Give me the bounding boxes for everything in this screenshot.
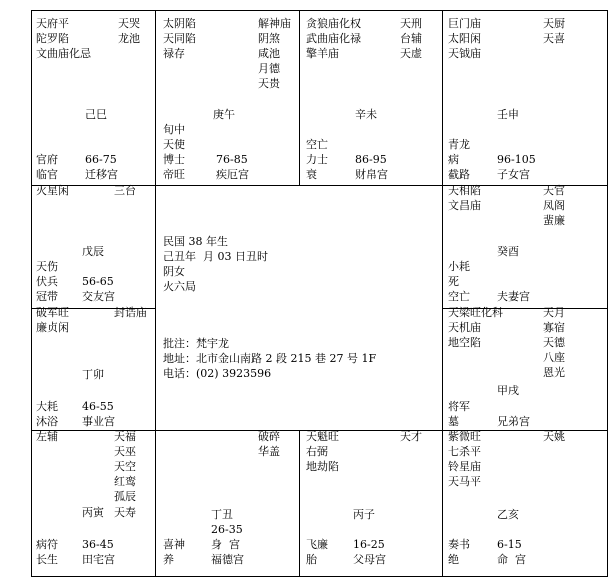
life-stage: 养 — [163, 553, 174, 566]
major-star: 文曲庙化忌 — [36, 47, 91, 60]
spirit: 小耗 — [448, 260, 470, 273]
life-stage: 绝 — [448, 553, 459, 566]
minor-star: 旬中 — [163, 123, 185, 136]
age-range: 56-65 — [82, 275, 114, 288]
major-star: 巨门庙 — [448, 17, 481, 30]
age-range: 6-15 — [497, 538, 522, 551]
palace-name: 事业宫 — [82, 415, 115, 428]
life-stage: 墓 — [448, 415, 459, 428]
age-range: 96-105 — [497, 153, 536, 166]
palace-name: 兄弟宫 — [497, 415, 530, 428]
major-star: 破军旺 — [36, 306, 69, 319]
spirit: 飞廉 — [306, 538, 328, 551]
major-star: 武曲庙化禄 — [306, 32, 361, 45]
age-range: 66-75 — [85, 153, 117, 166]
birth-year: 民国 38 年生 — [163, 235, 228, 248]
palace-branch: 乙亥 — [497, 508, 519, 521]
major-star: 贪狼庙化权 — [306, 17, 361, 30]
minor-star: 天贵 — [258, 77, 280, 90]
life-stage: 冠带 — [36, 290, 58, 303]
minor-star: 寡宿 — [543, 321, 565, 334]
palace-name: 命 宫 — [497, 553, 526, 566]
minor-star: 青龙 — [448, 138, 470, 151]
palace-name: 福德宫 — [211, 553, 244, 566]
minor-star: 三台 — [114, 184, 136, 197]
minor-star: 阴煞 — [258, 32, 280, 45]
palace-branch: 戊辰 — [82, 245, 104, 258]
minor-star: 凤阁 — [543, 199, 565, 212]
minor-star: 天哭 — [118, 17, 140, 30]
palace-branch: 丁丑 — [211, 508, 233, 521]
spirit: 官府 — [36, 153, 58, 166]
palace-branch: 壬申 — [497, 108, 519, 121]
minor-star: 天才 — [400, 430, 422, 443]
element-bureau: 火六局 — [163, 280, 196, 293]
age-range: 46-55 — [82, 400, 114, 413]
minor-star: 天喜 — [543, 32, 565, 45]
spirit: 病符 — [36, 538, 58, 551]
minor-star: 蜚廉 — [543, 214, 565, 227]
palace-branch: 癸酉 — [497, 245, 519, 258]
palace-name: 疾厄宫 — [216, 168, 249, 181]
major-star: 廉贞闲 — [36, 321, 69, 334]
palace-name: 父母宫 — [353, 553, 386, 566]
major-star: 铃星庙 — [448, 460, 481, 473]
spirit: 截路 — [448, 168, 470, 181]
spirit: 将军 — [448, 400, 470, 413]
grid-line — [442, 11, 443, 576]
major-star: 禄存 — [163, 47, 185, 60]
major-star: 地空陷 — [448, 336, 481, 349]
palace-branch: 庚午 — [213, 108, 235, 121]
palace-name: 财帛宫 — [355, 168, 388, 181]
minor-star: 天月 — [543, 306, 565, 319]
palace-branch: 辛未 — [355, 108, 377, 121]
life-stage: 衰 — [306, 168, 317, 181]
minor-star: 天虚 — [400, 47, 422, 60]
grid-line — [155, 11, 156, 576]
major-star: 天梁旺化科 — [448, 306, 503, 319]
phone: 电话：(02) 3923596 — [163, 367, 272, 380]
life-stage: 死 — [448, 275, 459, 288]
major-star: 天马平 — [448, 475, 481, 488]
address: 地址：北市金山南路 2 段 215 巷 27 号 1F — [163, 352, 377, 365]
life-stage: 帝旺 — [163, 168, 185, 181]
major-star: 地劫陷 — [306, 460, 339, 473]
life-stage: 胎 — [306, 553, 317, 566]
grid-line — [299, 430, 300, 576]
minor-star: 天刑 — [400, 17, 422, 30]
minor-star: 破碎 — [258, 430, 280, 443]
minor-star: 空亡 — [306, 138, 328, 151]
spirit: 伏兵 — [36, 275, 58, 288]
life-stage: 病 — [448, 153, 459, 166]
spirit: 喜神 — [163, 538, 185, 551]
age-range: 26-35 — [211, 523, 243, 536]
minor-star: 封诰庙 — [114, 306, 147, 319]
palace-name: 夫妻宫 — [497, 290, 530, 303]
minor-star: 月德 — [258, 62, 280, 75]
palace-name: 子女宫 — [497, 168, 530, 181]
annotator: 批注：梵宇龙 — [163, 337, 229, 350]
major-star: 天府平 — [36, 17, 69, 30]
spirit: 力士 — [306, 153, 328, 166]
age-range: 76-85 — [216, 153, 248, 166]
palace-name: 交友宫 — [82, 290, 115, 303]
minor-star: 天使 — [163, 138, 185, 151]
palace-name: 迁移宫 — [85, 168, 118, 181]
minor-star: 天巫 — [114, 445, 136, 458]
life-stage: 临官 — [36, 168, 58, 181]
major-star: 火星闲 — [36, 184, 69, 197]
birth-date: 己丑年 月 03 日丑时 — [163, 250, 268, 263]
minor-star: 天德 — [543, 336, 565, 349]
major-star: 擎羊庙 — [306, 47, 339, 60]
major-star: 陀罗陷 — [36, 32, 69, 45]
minor-star: 天福 — [114, 430, 136, 443]
age-range: 16-25 — [353, 538, 385, 551]
minor-star: 咸池 — [258, 47, 280, 60]
age-range: 36-45 — [82, 538, 114, 551]
palace-branch: 丁卯 — [82, 368, 104, 381]
major-star: 天魁旺 — [306, 430, 339, 443]
minor-star: 孤辰 — [114, 490, 136, 503]
minor-star: 天厨 — [543, 17, 565, 30]
minor-star: 解神庙 — [258, 17, 291, 30]
minor-star: 恩光 — [543, 366, 565, 379]
spirit: 奏书 — [448, 538, 470, 551]
minor-star: 八座 — [543, 351, 565, 364]
grid-line — [299, 11, 300, 186]
minor-star: 空亡 — [448, 290, 470, 303]
palace-name: 田宅宫 — [82, 553, 115, 566]
minor-star: 天空 — [114, 460, 136, 473]
minor-star: 台辅 — [400, 32, 422, 45]
major-star: 紫微旺 — [448, 430, 481, 443]
major-star: 七杀平 — [448, 445, 481, 458]
minor-star: 天伤 — [36, 260, 58, 273]
minor-star: 龙池 — [118, 32, 140, 45]
age-range: 86-95 — [355, 153, 387, 166]
palace-branch: 甲戌 — [497, 384, 519, 397]
major-star: 天钺庙 — [448, 47, 481, 60]
major-star: 天同陷 — [163, 32, 196, 45]
major-star: 天机庙 — [448, 321, 481, 334]
major-star: 太阴陷 — [163, 17, 196, 30]
body-palace: 身 宫 — [211, 538, 240, 551]
major-star: 文昌庙 — [448, 199, 481, 212]
major-star: 天相陷 — [448, 184, 481, 197]
minor-star: 天官 — [543, 184, 565, 197]
palace-branch: 己巳 — [85, 108, 107, 121]
major-star: 太阳闲 — [448, 32, 481, 45]
palace-branch: 丙子 — [353, 508, 375, 521]
gender: 阴女 — [163, 265, 185, 278]
life-stage: 长生 — [36, 553, 58, 566]
life-stage: 沐浴 — [36, 415, 58, 428]
spirit: 博士 — [163, 153, 185, 166]
minor-star: 红鸾 — [114, 475, 136, 488]
major-star: 右弼 — [306, 445, 328, 458]
major-star: 左辅 — [36, 430, 58, 443]
minor-star: 天寿 — [114, 506, 136, 519]
palace-branch: 丙寅 — [82, 506, 104, 519]
spirit: 大耗 — [36, 400, 58, 413]
minor-star: 天姚 — [543, 430, 565, 443]
minor-star: 华盖 — [258, 445, 280, 458]
